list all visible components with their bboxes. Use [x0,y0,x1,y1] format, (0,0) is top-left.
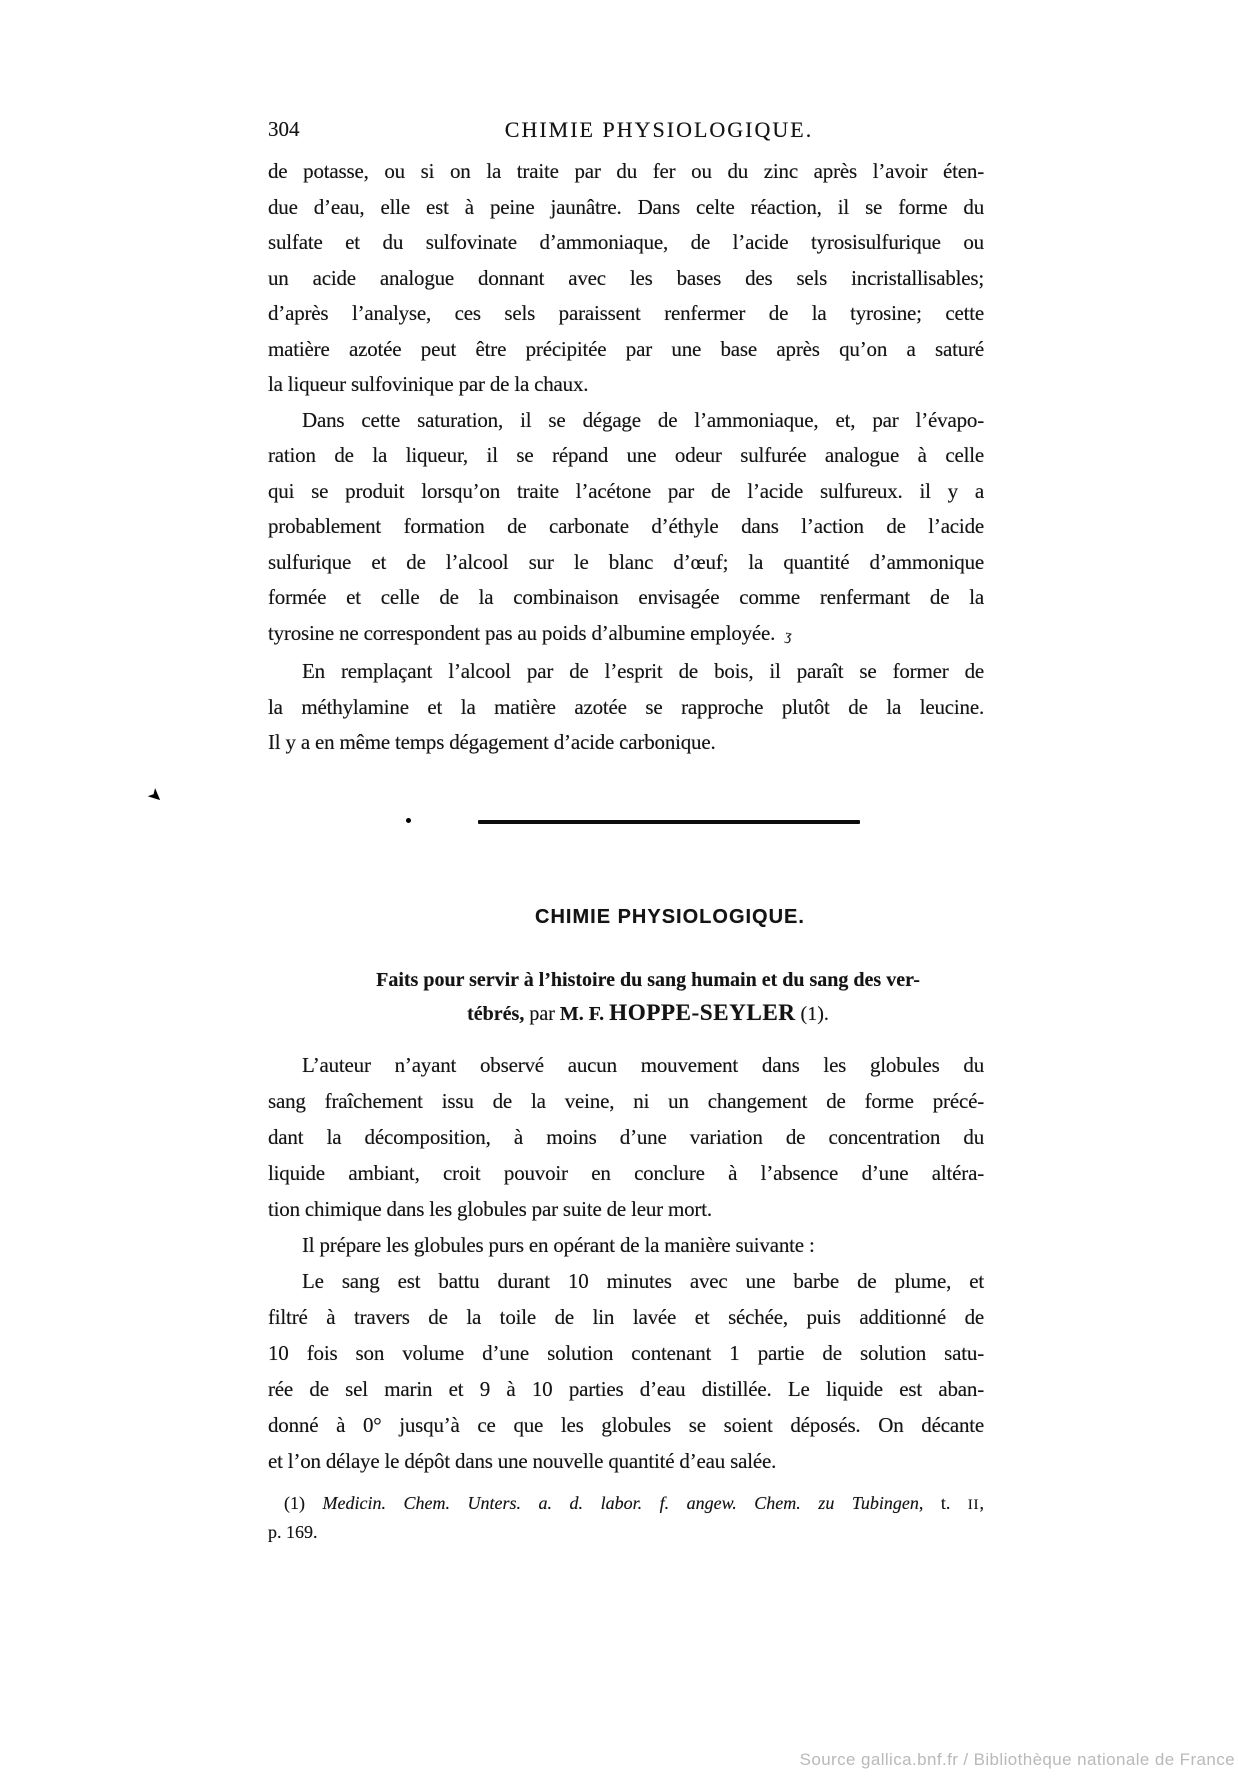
text-segment: tébrés, [467,1003,530,1025]
text-segment: II [967,1497,980,1513]
source-credit: Source gallica.bnf.fr / Bibliothèque nationale de France [799,1750,1235,1769]
text-segment: (1) [284,1493,323,1513]
text-line: formée et celle de la combinaison envisagée comme renfermant de la [268,585,984,609]
article-heading [290,964,1006,1031]
text-segment: par [529,1003,560,1025]
footnote-line: p. 169. [268,1522,318,1542]
text-line: rée de sel marin et 9 à 10 parties d’eau distillée. Le liquide est aban- [268,1377,984,1401]
text-line: d’après l’analyse, ces sels paraissent renfermer de la tyrosine; cette [268,301,984,325]
text-segment: , [979,1493,984,1513]
article-body-text [268,1047,984,1479]
page-number: 304 [268,117,300,141]
text-line: Dans cette saturation, il se dégage de l’ammoniaque, et, par l’évapo- [302,407,984,432]
text-line: sulfurique et de l’alcool sur le blanc d’œuf; la quantité d’ammonique [268,549,984,574]
text-line: la liqueur sulfovinique par de la chaux. [268,372,589,396]
text-segment: Faits pour servir à l’histoire du sang humain et du sang des ver- [376,969,920,991]
footnote [268,1490,984,1546]
text-line: la méthylamine et la matière azotée se rapproche plutôt de la leucine. [268,694,984,719]
ink-arrow-mark: ➤ [143,783,168,808]
text-segment: Medicin. Chem. Unters. a. d. labor. f. angew. Chem. zu Tubingen [322,1493,919,1513]
text-line: Il y a en même temps dégagement d’acide carbonique. [268,730,716,754]
text-segment: tyrosine ne correspondent pas au poids d’albumine employée. [268,620,776,645]
text-line: tion chimique dans les globules par suite de leur mort. [268,1197,712,1221]
article-continuation-text [268,154,984,761]
text-line: dant la décomposition, à moins d’une variation de concentration du [268,1125,984,1149]
footnote-line [268,1490,984,1519]
text-segment: HOPPE-SEYLER [609,1000,796,1026]
text-line: 10 fois son volume d’une solution contenant 1 partie de solution satu- [268,1341,984,1365]
text-line [268,616,984,655]
text-line: sang fraîchement issu de la veine, ni un changement de forme précé- [268,1089,984,1113]
text-line: En remplaçant l’alcool par de l’esprit de bois, il paraît se former de [302,659,984,683]
running-title: CHIMIE PHYSIOLOGIQUE. [504,117,814,142]
ink-blot-mark: ʒ [783,627,794,645]
page-header [268,117,984,145]
heading-line [290,964,1006,997]
text-line: de potasse, ou si on la traite par du fer ou du zinc après l’avoir éten- [268,159,984,183]
text-line: Le sang est battu durant 10 minutes avec une barbe de plume, et [302,1269,984,1293]
text-line: matière azotée peut être précipitée par une base après qu’on a saturé [268,336,984,361]
text-line: liquide ambiant, croit pouvoir en conclure à l’absence d’une altéra- [268,1161,984,1185]
text-line: ration de la liqueur, il se répand une odeur sulfurée analogue à celle [268,443,984,467]
text-line: et l’on délaye le dépôt dans une nouvelle quantité d’eau salée. [268,1449,777,1473]
text-line: L’auteur n’ayant observé aucun mouvement dans les globules du [302,1053,984,1077]
section-divider-rule [478,820,860,824]
text-line: Il prépare les globules purs en opérant de la manière suivante : [302,1233,815,1257]
text-line: due d’eau, elle est à peine jaunâtre. Dans celte réaction, il se forme du [268,194,984,219]
section-title: CHIMIE PHYSIOLOGIQUE. [535,906,805,928]
text-line: sulfate et du sulfovinate d’ammoniaque, de l’acide tyrosisulfurique ou [268,230,984,254]
text-line: qui se produit lorsqu’on traite l’acétone par de l’acide sulfureux. il y a [268,478,984,503]
text-line: probablement formation de carbonate d’éthyle dans l’action de l’acide [268,514,984,538]
text-segment: M. F. [559,1003,610,1025]
text-line: donné à 0° jusqu’à ce que les globules se soient déposés. On décante [268,1413,984,1437]
text-segment: , t. [918,1493,968,1513]
heading-line [290,997,1006,1031]
ink-dot-mark [406,818,411,823]
text-line: un acide analogue donnant avec les bases des sels incristallisables; [268,265,984,290]
text-line: filtré à travers de la toile de lin lavée et séchée, puis additionné de [268,1305,984,1329]
text-segment: (1). [795,1003,829,1025]
